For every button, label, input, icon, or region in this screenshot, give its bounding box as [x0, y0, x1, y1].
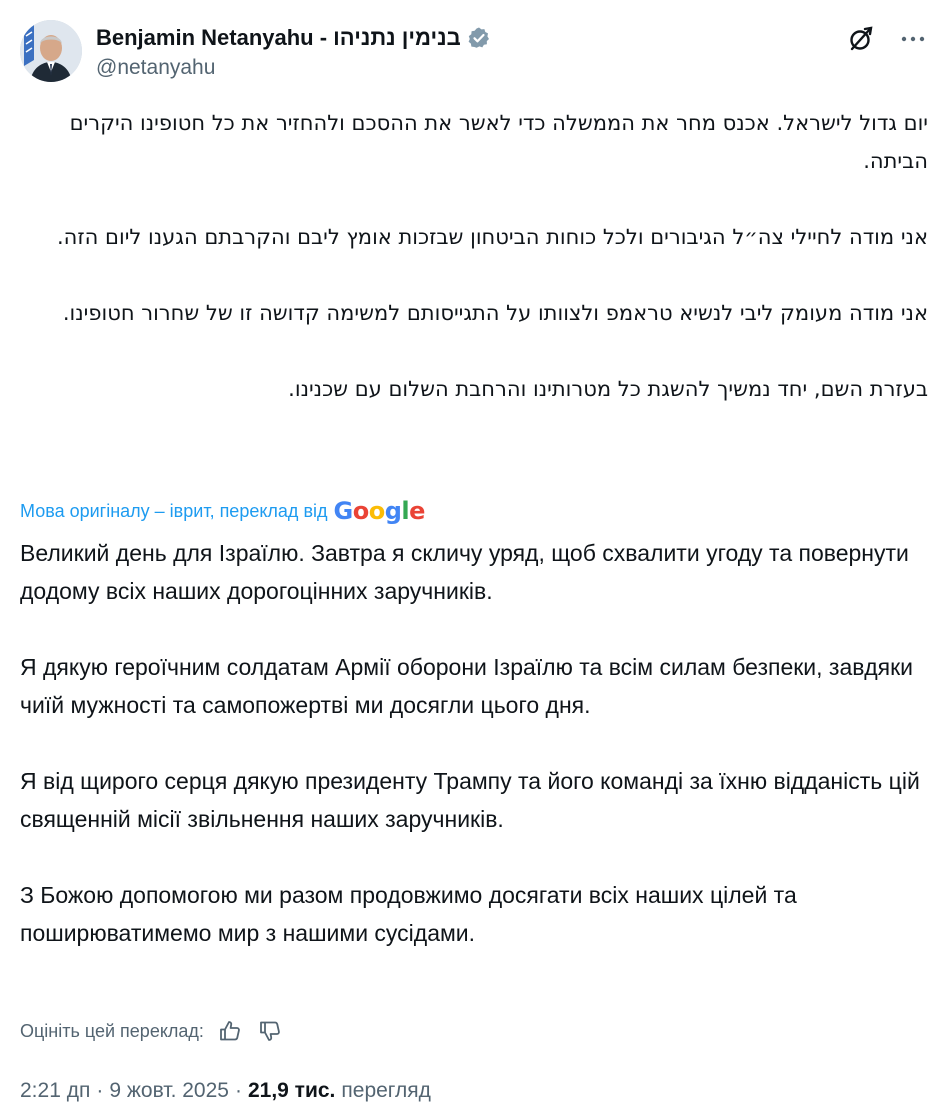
google-logo: Google — [333, 497, 425, 525]
translation-source-link[interactable]: Мова оригіналу – іврит, переклад від — [20, 500, 328, 521]
translation-source-note — [20, 497, 425, 525]
author-name-row — [96, 24, 491, 52]
meta-separator: · — [234, 1079, 242, 1102]
post-header — [20, 18, 928, 88]
verified-badge-icon — [467, 26, 491, 50]
original-paragraph: בעזרת השם, יחד נמשיך להשגת כל מטרותינו והרחבת השלום עם שכנינו. — [288, 377, 928, 401]
post-time[interactable]: 2:21 дп — [20, 1079, 91, 1102]
views-label: перегляд — [341, 1079, 431, 1102]
grok-icon[interactable] — [846, 24, 876, 54]
meta-separator: · — [96, 1079, 104, 1102]
rate-translation — [20, 1016, 284, 1046]
post-date[interactable]: 9 жовт. 2025 — [109, 1079, 229, 1102]
original-text — [20, 104, 928, 408]
rate-translation-label: Оцініть цей переклад: — [20, 1020, 204, 1041]
author-handle[interactable]: @netanyahu — [96, 56, 216, 79]
post-meta — [20, 1076, 431, 1106]
header-actions — [846, 24, 928, 54]
translated-paragraph: Я дякую героїчним солдатам Армії оборони Ізраїлю та всім силам безпеки, завдяки чиїй мужності та самопожертві ми досягли цього дня. — [20, 654, 914, 718]
translated-paragraph: Великий день для Ізраїлю. Завтра я скличу уряд, щоб схвалити угоду та повернути додому всіх наших дорогоцінних заручників. — [20, 540, 909, 604]
thumbs-up-icon[interactable] — [216, 1017, 244, 1045]
original-paragraph: אני מודה מעומק ליבי לנשיא טראמפ ולצוותו על התגייסותם למשימה קדושה זו של שחרור חטופינו. — [62, 301, 928, 325]
original-paragraph: אני מודה לחיילי צה״ל הגיבורים ולכל כוחות הביטחון שבזכות אומץ ליבם והקרבתם הגענו ליום הזה. — [57, 225, 928, 249]
original-paragraph: יום גדול לישראל. אכנס מחר את הממשלה כדי לאשר את ההסכם ולהחזיר את כל חטופינו היקרים הביתה. — [69, 111, 928, 173]
display-name[interactable]: Benjamin Netanyahu - בנימין נתניהו — [96, 25, 461, 50]
thumbs-down-icon[interactable] — [256, 1017, 284, 1045]
more-options-icon[interactable] — [898, 24, 928, 54]
views-count: 21,9 тис. — [247, 1079, 336, 1102]
avatar-image — [20, 20, 82, 82]
translated-paragraph: Я від щирого серця дякую президенту Трампу та його команді за їхню відданість цій священній місії звільнення наших заручників. — [20, 768, 920, 832]
translated-text — [20, 534, 928, 952]
translated-paragraph: З Божою допомогою ми разом продовжимо досягати всіх наших цілей та поширюватимемо мир з нашими сусідами. — [20, 882, 797, 946]
avatar[interactable] — [20, 20, 82, 82]
